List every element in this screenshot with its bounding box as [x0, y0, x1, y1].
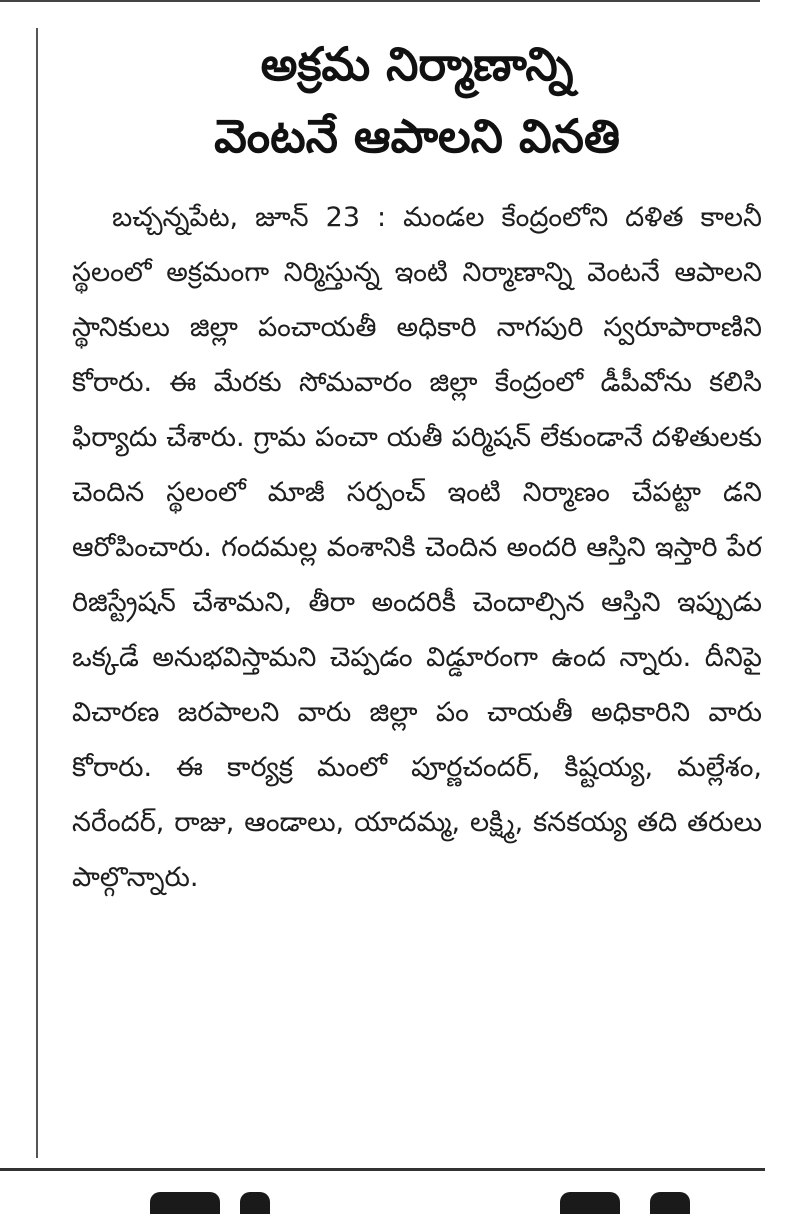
article-headline	[72, 28, 762, 172]
headline-glyph-fragment	[560, 1192, 620, 1214]
article-body: బచ్చన్నపేట, జూన్ 23 : మండల కేంద్రంలోని దళిత కాలనీ స్థలంలో అక్రమంగా నిర్మిస్తున్న ఇంటి నిర్మాణాన్ని వెంటనే ఆపాలని స్థానికులు జిల్లా పంచాయతీ అధికారి నాగపురి స్వరూపారాణిని కోరారు. ఈ మేరకు సోమవారం జిల్లా కేంద్రంలో డీపీవోను కలిసి ఫిర్యాదు చేశారు. గ్రామ పంచా యతీ పర్మిషన్ లేకుండానే దళితులకు చెందిన స్థలంలో మాజీ సర్పంచ్ ఇంటి నిర్మాణం చేపట్టా డని ఆరోపించారు. గందమల్ల వంశానికి చెందిన అందరి ఆస్తిని ఇస్తారి పేర రిజిస్ట్రేషన్ చేశామని, తీరా అందరికీ చెందాల్సిన ఆస్తిని ఇప్పుడు ఒక్కడే అనుభవిస్తామని చెప్పడం విడ్డూరంగా ఉంద న్నారు. దీనిపై విచారణ జరపాలని వారు జిల్లా పం చాయతీ అధికారిని వారు కోరారు. ఈ కార్యక్ర మంలో పూర్ణచందర్, కిష్టయ్య, మల్లేశం, నరేందర్, రాజు, ఆండాలు, యాదమ్మ, లక్ష్మి, కనకయ్య తది తరులు పాల్గొన్నారు.	[72, 202, 762, 893]
next-article-headline-fragment	[0, 1184, 800, 1214]
headline-glyph-fragment	[240, 1192, 270, 1214]
news-article	[72, 28, 762, 905]
headline-glyph-fragment	[650, 1192, 690, 1214]
bottom-column-rule	[0, 1168, 765, 1171]
headline-line-2: వెంటనే ఆపాలని వినతి	[214, 109, 620, 163]
top-column-rule	[0, 0, 760, 2]
headline-line-1: అక్రమ నిర్మాణాన్ని	[260, 37, 574, 91]
headline-glyph-fragment	[150, 1192, 220, 1214]
left-column-rule	[36, 28, 38, 1158]
